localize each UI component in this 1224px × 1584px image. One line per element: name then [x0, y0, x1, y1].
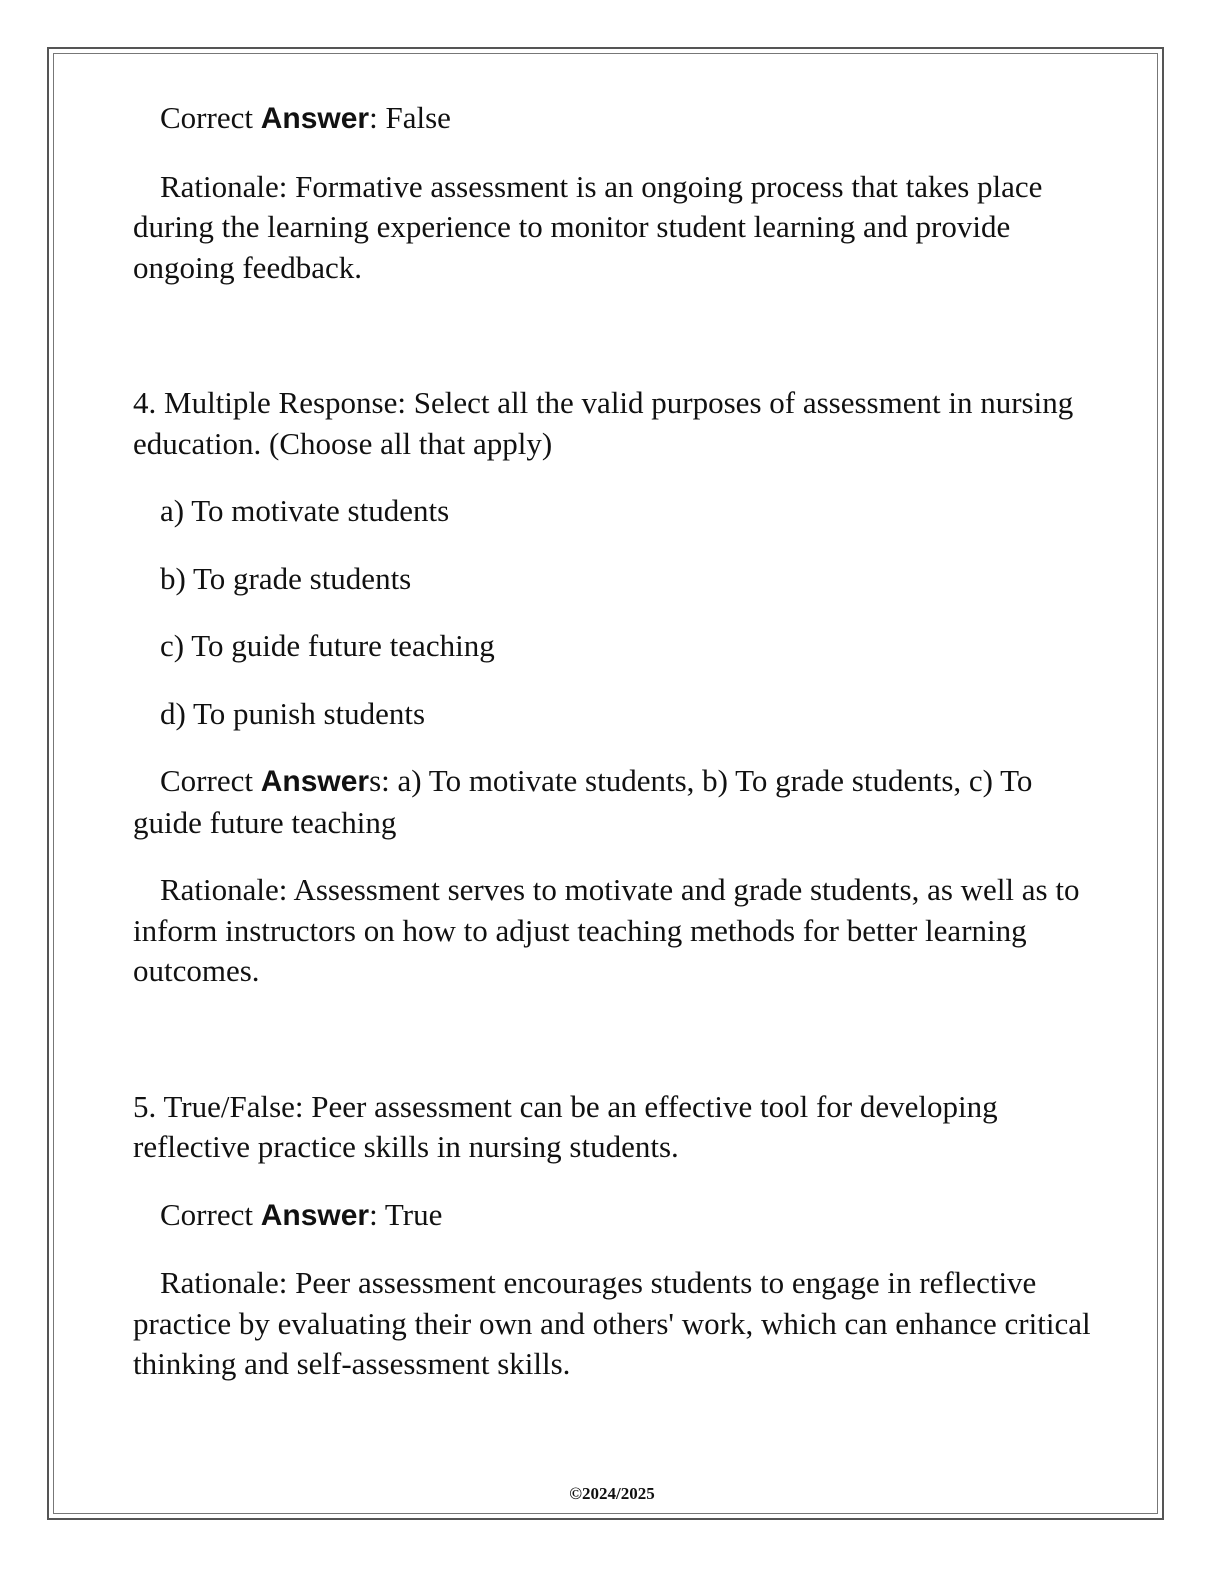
q3-answer-value: : False [369, 100, 451, 135]
q5-answer-prefix: Correct [160, 1196, 261, 1232]
q5-answer-word: Answer [260, 1198, 370, 1232]
q4-option-b: b) To grade students [160, 560, 412, 596]
q4-answer-value: s: a) To motivate students, b) To grade students, c) To guide future teaching [133, 763, 1033, 840]
q4-option-d: d) To punish students [160, 695, 426, 731]
copyright-footer: ©2024/2025 [569, 1484, 655, 1503]
q4-answer-prefix: Correct [160, 763, 261, 798]
q5-question: 5. True/False: Peer assessment can be an effective tool for developing reflective practice skills in nursing students. [133, 1088, 998, 1164]
q5-answer-value: : True [369, 1196, 443, 1232]
q5-rationale: Rationale: Peer assessment encourages students to engage in reflective practice by evaluating their own and others' work, which can enhance critical thinking and self-assessment skills. [133, 1265, 1091, 1381]
q3-answer-prefix: Correct [160, 100, 261, 135]
section-spacer [133, 1019, 1093, 1087]
section-spacer [133, 315, 1093, 383]
q4-question: 4. Multiple Response: Select all the valid purposes of assessment in nursing education. (Choose all that apply) [133, 385, 1074, 461]
document-body [133, 98, 1093, 1412]
q4-option-a: a) To motivate students [160, 493, 450, 528]
q4-rationale: Rationale: Assessment serves to motivate and grade students, as well as to inform instructors on how to adjust teaching methods for better learning outcomes. [133, 872, 1080, 988]
q5-correct-answer [133, 1195, 1093, 1237]
q3-correct-answer [133, 98, 1093, 140]
q4-correct-answer [133, 761, 1093, 843]
q3-rationale: Rationale: Formative assessment is an ongoing process that takes place during the learning experience to monitor student learning and provide ongoing feedback. [133, 168, 1043, 285]
q4-option-c: c) To guide future teaching [160, 628, 495, 663]
q4-answer-word: Answer [260, 765, 370, 798]
q3-answer-word: Answer [260, 102, 370, 135]
